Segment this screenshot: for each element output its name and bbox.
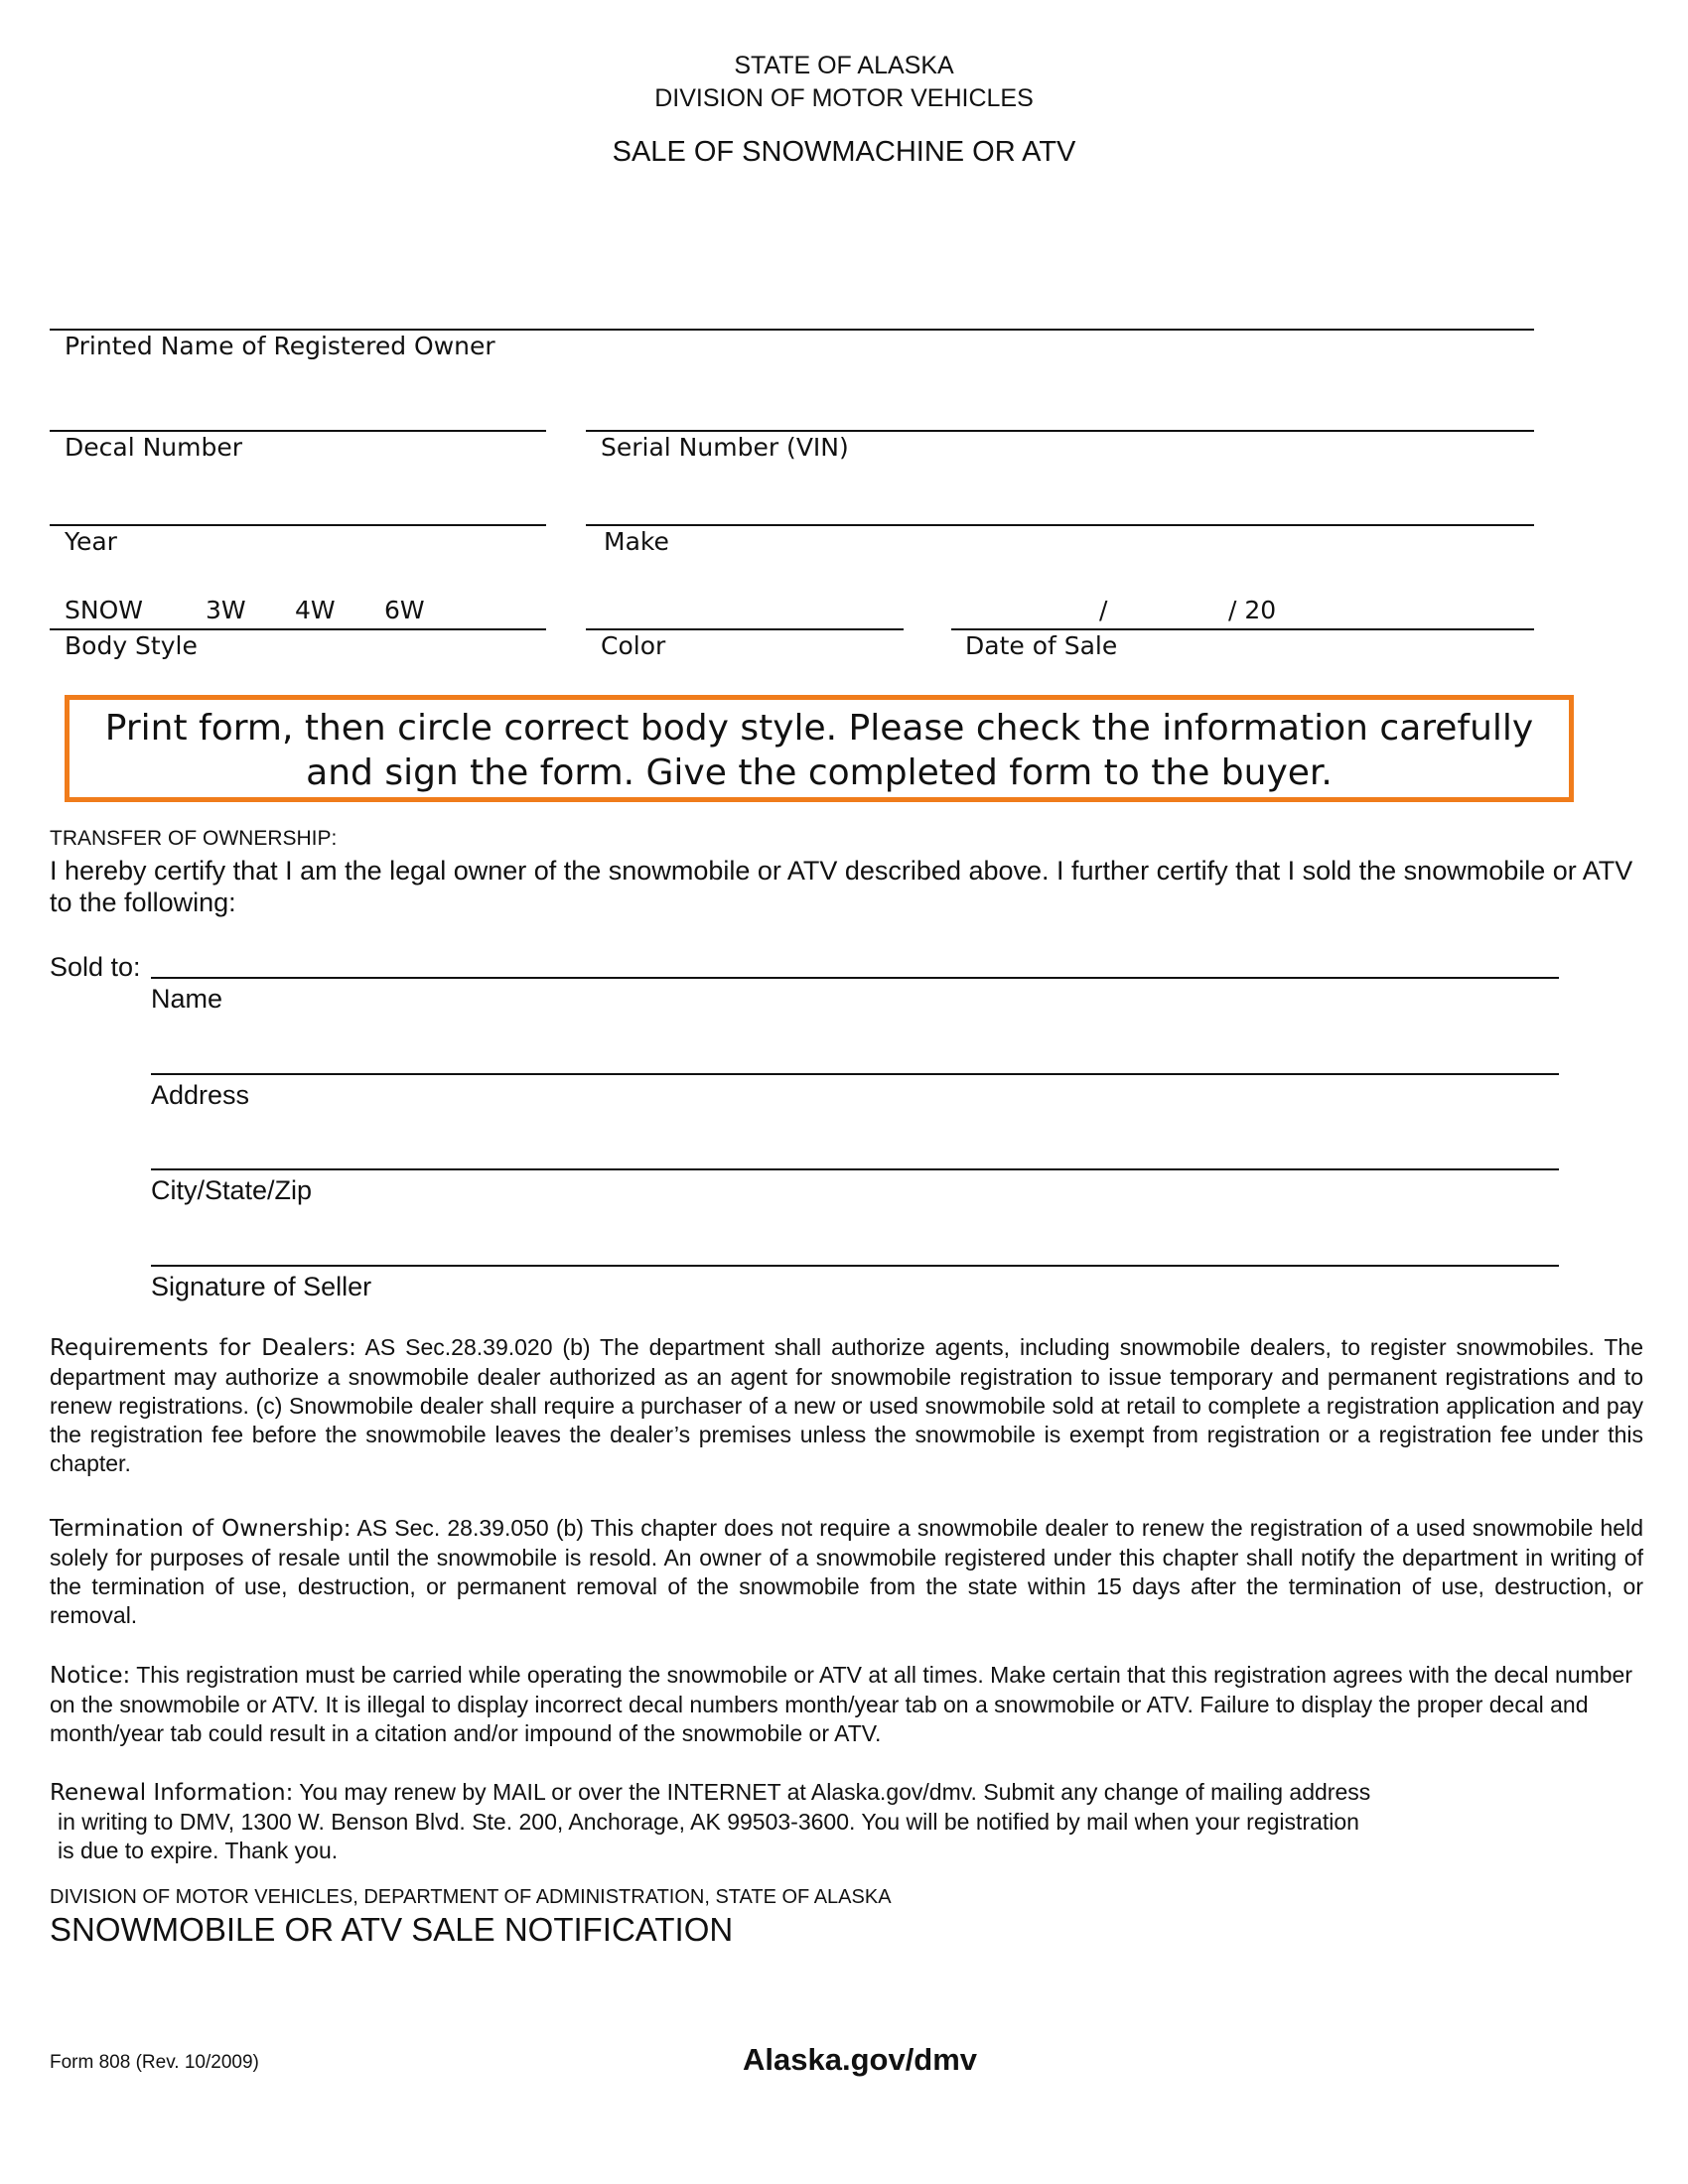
header-state: STATE OF ALASKA xyxy=(734,52,954,79)
body-style-option-snow[interactable]: SNOW xyxy=(65,596,143,624)
buyer-address-label: Address xyxy=(151,1080,250,1110)
dealer-requirements-text: AS Sec.28.39.020 (b) The department shall authorize agents, including snowmobile dealers, to register snowmobiles. The department may authorize a snowmobile dealer authorized as an agent for snowmobile registration to issue temporary and permanent registrations and to renew registrations. (c) Snowmobile dealer shall require a purchaser of a new or used snowmobile sold at retail to complete a registration application and pay the registration fee before the snowmobile leaves the dealer’s premises unless the snowmobile is exempt from registration or a registration fee under this chapter. xyxy=(50,1334,1643,1476)
notice-line-1: Print form, then circle correct body style. Please check the information carefully xyxy=(104,708,1534,749)
notice-text: This registration must be carried while operating the snowmobile or ATV at all times. Make certain that this registration agrees with the decal number on the snowmobile or ATV. It is illegal to display incorrect decal numbers month/year tab on a snowmobile or ATV. Failure to display the proper decal and month/year tab could result in a citation and/or impound of the snowmobile or ATV. xyxy=(50,1662,1632,1746)
renewal-line-1: You may renew by MAIL or over the INTERNET at Alaska.gov/dmv. Submit any change of mailing address xyxy=(293,1779,1371,1805)
decal-number-label: Decal Number xyxy=(65,433,243,462)
seller-signature-label: Signature of Seller xyxy=(151,1272,372,1301)
body-style-option-6w[interactable]: 6W xyxy=(384,596,425,624)
termination-lead: Termination of Ownership: xyxy=(50,1516,352,1542)
renewal-paragraph xyxy=(50,1778,1643,1865)
buyer-name-label: Name xyxy=(151,984,223,1014)
decal-number-line[interactable] xyxy=(50,430,546,432)
footer-website-link[interactable]: Alaska.gov/dmv xyxy=(743,2042,978,2077)
termination-paragraph xyxy=(50,1514,1643,1630)
owner-name-label: Printed Name of Registered Owner xyxy=(65,332,495,360)
footer-department: DIVISION OF MOTOR VEHICLES, DEPARTMENT OF ADMINISTRATION, STATE OF ALASKA xyxy=(50,1886,892,1908)
header-division: DIVISION OF MOTOR VEHICLES xyxy=(654,84,1034,112)
year-line[interactable] xyxy=(50,524,546,526)
body-style-option-3w[interactable]: 3W xyxy=(206,596,246,624)
dealer-requirements-lead: Requirements for Dealers: xyxy=(50,1335,356,1361)
transfer-heading: TRANSFER OF OWNERSHIP: xyxy=(50,827,338,850)
footer-notification-title: SNOWMOBILE OR ATV SALE NOTIFICATION xyxy=(50,1911,734,1948)
body-style-line xyxy=(50,628,546,630)
form-number: Form 808 (Rev. 10/2009) xyxy=(50,2052,259,2073)
buyer-address-line[interactable] xyxy=(151,1073,1559,1075)
body-style-option-4w[interactable]: 4W xyxy=(295,596,336,624)
dealer-requirements-paragraph xyxy=(50,1333,1643,1478)
termination-text: AS Sec. 28.39.050 (b) This chapter does not require a snowmobile dealer to renew the registration of a used snowmobile held solely for purposes of resale until the snowmobile is resold. An owner of a snowmobile registered under this chapter shall notify the department in writing of the termination of use, destruction, or permanent removal of the snowmobile from the state within 15 days after the termination of use, destruction, or removal. xyxy=(50,1515,1643,1628)
seller-signature-line[interactable] xyxy=(151,1265,1559,1267)
transfer-statement: I hereby certify that I am the legal owner of the snowmobile or ATV described above. I further certify that I sold the snowmobile or ATV to the following: xyxy=(50,856,1633,917)
serial-number-line[interactable] xyxy=(586,430,1534,432)
renewal-line-2: in writing to DMV, 1300 W. Benson Blvd. Ste. 200, Anchorage, AK 99503-3600. You will be notified by mail when your registration xyxy=(58,1809,1359,1835)
instructions-notice-box xyxy=(65,695,1574,802)
page-title: SALE OF SNOWMACHINE OR ATV xyxy=(612,136,1076,168)
notice-paragraph xyxy=(50,1661,1643,1748)
notice-lead: Notice: xyxy=(50,1663,131,1689)
date-year-prefix: / 20 xyxy=(1228,596,1277,624)
color-label: Color xyxy=(601,631,666,660)
renewal-lead: Renewal Information: xyxy=(50,1780,294,1806)
sold-to-label: Sold to: xyxy=(50,952,141,982)
buyer-name-line[interactable] xyxy=(151,977,1559,979)
buyer-city-state-zip-label: City/State/Zip xyxy=(151,1175,313,1205)
date-slash: / xyxy=(1099,596,1108,624)
buyer-city-state-zip-line[interactable] xyxy=(151,1168,1559,1170)
notice-line-2: and sign the form. Give the completed form to the buyer. xyxy=(306,752,1333,793)
body-style-label: Body Style xyxy=(65,631,198,660)
owner-name-line[interactable] xyxy=(50,329,1534,331)
date-of-sale-line[interactable] xyxy=(951,628,1534,630)
year-label: Year xyxy=(65,527,117,556)
color-line[interactable] xyxy=(586,628,904,630)
make-label: Make xyxy=(604,527,669,556)
renewal-line-3: is due to expire. Thank you. xyxy=(58,1838,339,1863)
serial-number-label: Serial Number (VIN) xyxy=(601,433,849,462)
make-line[interactable] xyxy=(586,524,1534,526)
date-of-sale-label: Date of Sale xyxy=(965,631,1118,660)
